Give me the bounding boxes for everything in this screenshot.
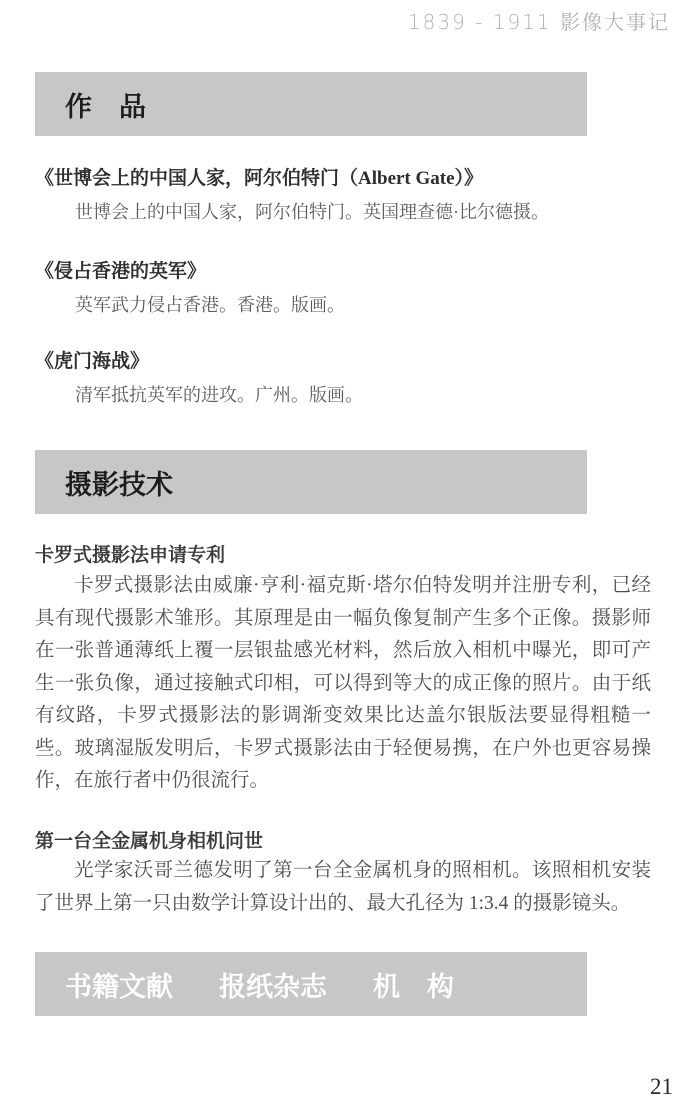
- tech-entry-heading-all-metal-camera: 第一台全金属机身相机问世: [35, 831, 264, 852]
- bottom-banner-item-books-literature: 书籍文献: [65, 971, 173, 1002]
- page-number: 21: [650, 1074, 673, 1099]
- section-banner-works-label: 作 品: [65, 91, 146, 122]
- section-banner-technology-label: 摄影技术: [65, 469, 173, 500]
- work-title-humen-naval-battle: 《虎门海战》: [35, 351, 150, 372]
- section-banner-bottom: [35, 952, 587, 1016]
- work-title-albert-gate: 《世博会上的中国人家，阿尔伯特门（Albert Gate）》: [35, 168, 484, 189]
- bottom-banner-item-institutions: 机 构: [373, 971, 454, 1002]
- tech-entry-body-all-metal-camera: 光学家沃哥兰德发明了第一台全金属机身的照相机。该照相机安装了世界上第一只由数学计算设计出的、最大孔径为 1:3.4 的摄影镜头。: [35, 860, 651, 914]
- section-banner-works: [35, 72, 587, 136]
- tech-entry-heading-calotype-patent: 卡罗式摄影法申请专利: [35, 545, 226, 566]
- work-description-albert-gate: 世博会上的中国人家，阿尔伯特门。英国理查德·比尔德摄。: [75, 202, 549, 222]
- section-banner-technology: [35, 450, 587, 514]
- tech-entry-body-calotype-patent: 卡罗式摄影法由威廉·亨利·福克斯·塔尔伯特发明并注册专利，已经具有现代摄影术雏形。其原理是由一幅负像复制产生多个正像。摄影师在一张普通薄纸上覆一层银盐感光材料，然后放入相机中曝光，即可产生一张负像，通过接触式印相，可以得到等大的成正像的照片。由于纸有纹路，卡罗式摄影法的影调渐变效果比达盖尔银版法要显得粗糙一些。玻璃湿版发明后，卡罗式摄影法由于轻便易携，在户外也更容易操作，在旅行者中仍很流行。: [35, 575, 651, 791]
- running-header: 1839 - 1911 影像大事记: [407, 10, 670, 34]
- work-title-british-army-hongkong: 《侵占香港的英军》: [35, 261, 207, 282]
- work-description-british-army-hongkong: 英军武力侵占香港。香港。版画。: [75, 295, 345, 315]
- bottom-banner-item-newspapers-magazines: 报纸杂志: [219, 971, 327, 1002]
- work-description-humen-naval-battle: 清军抵抗英军的进攻。广州。版画。: [75, 385, 363, 405]
